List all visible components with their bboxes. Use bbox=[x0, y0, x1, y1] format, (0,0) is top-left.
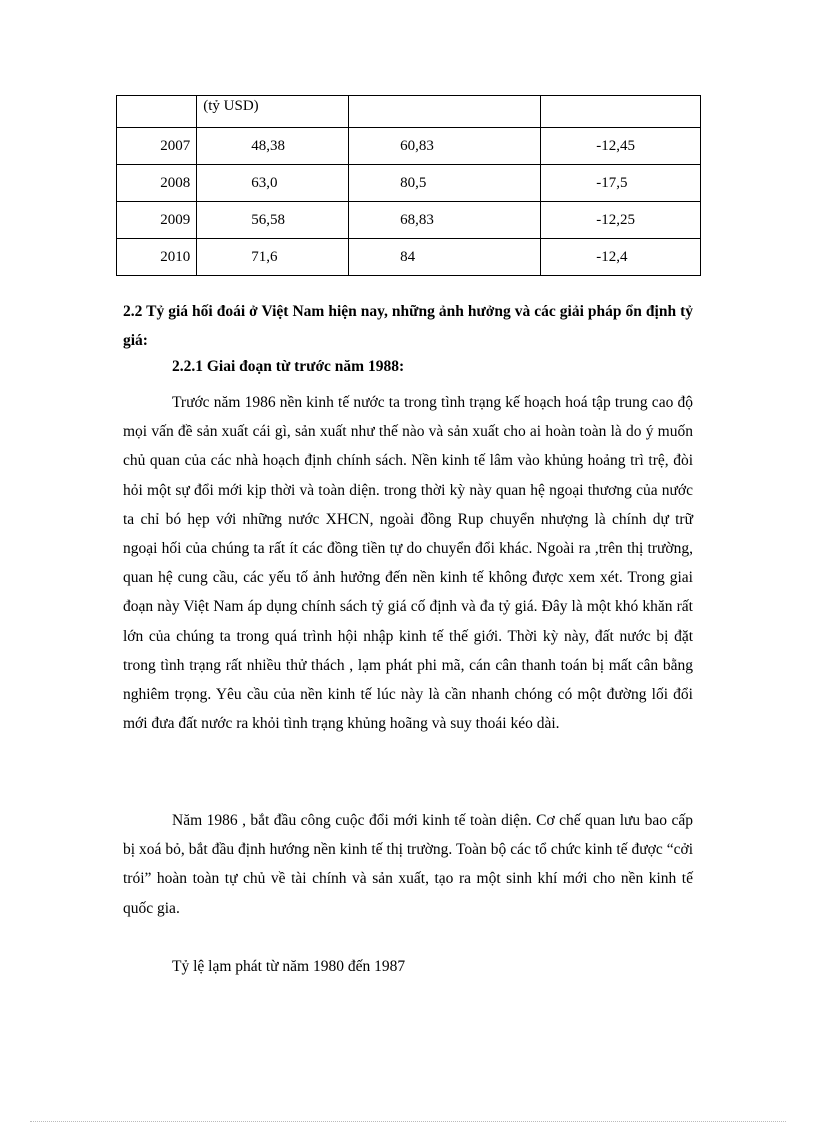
value-cell: -12,4 bbox=[541, 239, 701, 276]
value-cell: 80,5 bbox=[349, 165, 541, 202]
table-row bbox=[117, 165, 701, 202]
value-cell: 56,58 bbox=[197, 202, 349, 239]
value-cell: 60,83 bbox=[349, 128, 541, 165]
value-cell: -12,45 bbox=[541, 128, 701, 165]
table-row bbox=[117, 202, 701, 239]
table-cell bbox=[117, 96, 197, 128]
value-cell: 84 bbox=[349, 239, 541, 276]
body-paragraph: Trước năm 1986 nền kinh tế nước ta trong tình trạng kế hoạch hoá tập trung cao độ mọi vấn đề sản xuất cái gì, sản xuất như thế nào và sản xuất cho ai hoàn toàn là do ý muốn chủ quan của các nhà hoạch định chính sách. Nền kinh tế lâm vào khủng hoảng trì trệ, đòi hỏi một sự đổi mới kịp thời và toàn diện. trong thời kỳ này quan hệ ngoại thương của nước ta chỉ bó hẹp với những nước XHCN, ngoài đồng Rup chuyển nhượng là chính dự trữ ngoại hối của chúng ta rất ít các đồng tiền tự do chuyển đổi khác. Ngoài ra ,trên thị trường, quan hệ cung cầu, các yếu tố ảnh hưởng đến nền kinh tế không được xem xét. Trong giai đoạn này Việt Nam áp dụng chính sách tỷ giá cố định và đa tỷ giá. Đây là một khó khăn rất lớn của chúng ta trong quá trình hội nhập kinh tế thế giới. Thời kỳ này, đất nước bị đặt trong tình trạng rất nhiều thử thách , lạm phát phi mã, cán cân thanh toán bị mất cân bằng nghiêm trọng. Yêu cầu của nền kinh tế lúc này là cần nhanh chóng có một đường lối đổi mới đưa đất nước ra khỏi tình trạng khủng hoãng và suy thoái kéo dài. bbox=[123, 394, 693, 733]
body-paragraph: Năm 1986 , bắt đầu công cuộc đổi mới kinh tế toàn diện. Cơ chế quan lưu bao cấp bị xoá bỏ, bắt đầu định hướng nền kinh tế thị trường. Toàn bộ các tổ chức kinh tế được “cởi trói” hoàn toàn tự chủ về tài chính và sản xuất, tạo ra một sinh khí mới cho nền kinh tế quốc gia. bbox=[123, 812, 693, 917]
table-cell: (tỷ USD) bbox=[197, 96, 349, 128]
trade-balance-table bbox=[116, 95, 701, 276]
page-edge-divider bbox=[30, 1121, 786, 1122]
section-heading: 2.2 Tỷ giá hối đoái ở Việt Nam hiện nay, những ảnh hưởng và các giải pháp ổn định tỷ giá: bbox=[123, 303, 693, 349]
table-row bbox=[117, 239, 701, 276]
year-cell: 2009 bbox=[117, 202, 197, 239]
value-cell: 63,0 bbox=[197, 165, 349, 202]
value-cell: 68,83 bbox=[349, 202, 541, 239]
subsection-heading: 2.2.1 Giai đoạn từ trước năm 1988: bbox=[172, 358, 405, 375]
table-row bbox=[117, 128, 701, 165]
figure-caption: Tỷ lệ lạm phát từ năm 1980 đến 1987 bbox=[172, 958, 406, 975]
table-cell bbox=[349, 96, 541, 128]
year-cell: 2010 bbox=[117, 239, 197, 276]
table-cell bbox=[541, 96, 701, 128]
value-cell: 71,6 bbox=[197, 239, 349, 276]
table-header-row bbox=[117, 96, 701, 128]
value-cell: -17,5 bbox=[541, 165, 701, 202]
value-cell: 48,38 bbox=[197, 128, 349, 165]
value-cell: -12,25 bbox=[541, 202, 701, 239]
year-cell: 2007 bbox=[117, 128, 197, 165]
year-cell: 2008 bbox=[117, 165, 197, 202]
